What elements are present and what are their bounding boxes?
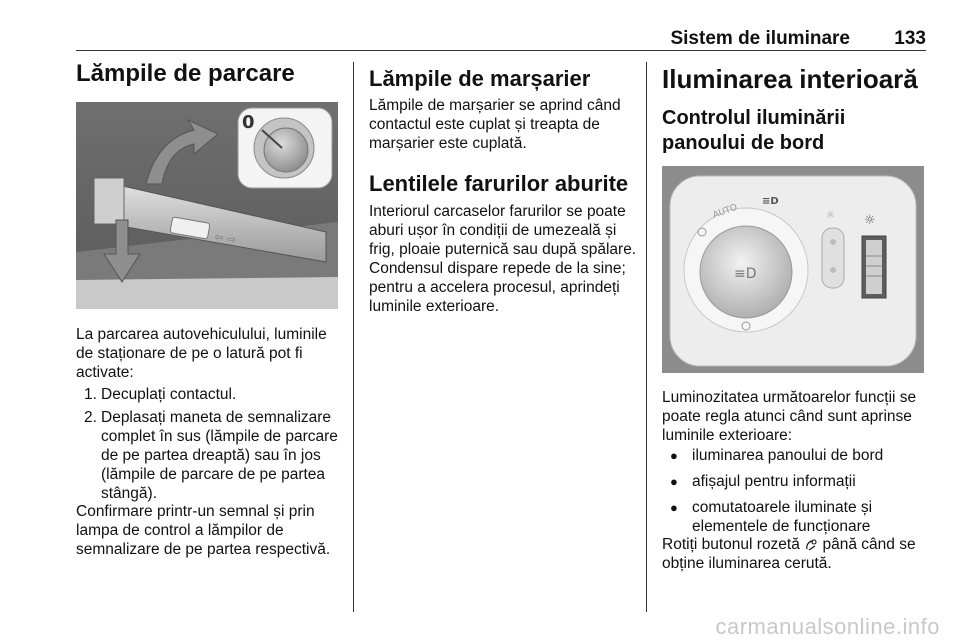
- list-item: [662, 472, 932, 491]
- page-number: 133: [894, 28, 926, 49]
- panel-illumination-subheading: Controlul iluminării panoului de bord: [662, 107, 846, 154]
- bullet-text: afișajul pentru informații: [692, 473, 856, 490]
- reversing-lamps-text: Lămpile de marșarier se aprind când contactul este cuplat și treapta de marșarier este cuplată.: [369, 97, 621, 152]
- turn-signal-lever-illustration: [76, 102, 338, 309]
- svg-text:☼: ☼: [864, 213, 876, 228]
- list-item: [662, 446, 932, 465]
- auto-position-label: AUTO: [711, 202, 739, 221]
- interior-lighting-heading: Iluminarea interioară: [662, 64, 918, 94]
- parking-lamps-heading: Lămpile de parcare: [76, 60, 295, 87]
- column-divider-right: [646, 62, 647, 612]
- svg-text:≡D: ≡D: [734, 266, 757, 282]
- svg-text:≡D: ≡D: [762, 196, 779, 207]
- parking-lamps-steps: [76, 385, 346, 507]
- svg-text:☼: ☼: [826, 210, 835, 221]
- bullet-text: iluminarea panoului de bord: [692, 447, 884, 464]
- fogged-lenses-text: Interiorul carcaselor farurilor se poate aburi ușor în condiții de umezeală și frig, ploaie puternică sau după spălare. Condensul dispare repede de la sine; pentru a accelera procesul, aprindeți luminile exterioare.: [369, 203, 637, 315]
- instruction-text-start: Rotiți butonul rozetă: [662, 536, 800, 553]
- brightness-wheel-icon: [804, 538, 818, 552]
- step-text: Decuplați contactul.: [101, 386, 237, 403]
- illumination-functions-list: [662, 446, 932, 543]
- bullet-icon: ●: [670, 448, 678, 463]
- light-switch-panel-illustration: [662, 166, 924, 373]
- thumbwheel-instruction: [662, 535, 932, 573]
- header-rule: [76, 50, 926, 51]
- step-number: 2.: [84, 409, 97, 426]
- list-item: [76, 385, 346, 404]
- bullet-text: comutatoarele iluminate și elementele de funcționare: [692, 499, 873, 535]
- list-item: [662, 498, 932, 536]
- list-item: [76, 408, 346, 503]
- parking-lamps-confirmation: Confirmare printr-un semnal și prin lampa de control a lămpilor de semnalizare de pe partea respectivă.: [76, 503, 331, 558]
- panel-illumination-intro: Luminozitatea următoarelor funcții se poate regla atunci când sunt aprinse luminile exterioare:: [662, 389, 917, 444]
- bullet-icon: ●: [670, 474, 678, 489]
- watermark: carmanualsonline.info: [715, 614, 940, 639]
- step-number: 1.: [84, 386, 97, 403]
- parking-lamps-intro: La parcarea autovehiculului, luminile de staționare de pe o latură pot fi activate:: [76, 326, 327, 381]
- running-header-title: Sistem de iluminare: [670, 28, 850, 49]
- svg-text:⇦ ⇨: ⇦ ⇨: [213, 230, 238, 247]
- instruction-text-end: până când se obține iluminarea cerută.: [662, 536, 916, 572]
- knob-position-label: 0: [242, 112, 255, 133]
- fogged-lenses-heading: Lentilele farurilor aburite: [369, 171, 629, 196]
- bullet-icon: ●: [670, 500, 678, 515]
- column-divider-left: [353, 62, 354, 612]
- step-text: Deplasați maneta de semnalizare complet în sus (lămpile de parcare de pe partea dreaptă) sau în jos (lămpile de parcare de pe partea stângă).: [101, 409, 338, 502]
- reversing-lamps-heading: Lămpile de marșarier: [369, 66, 591, 91]
